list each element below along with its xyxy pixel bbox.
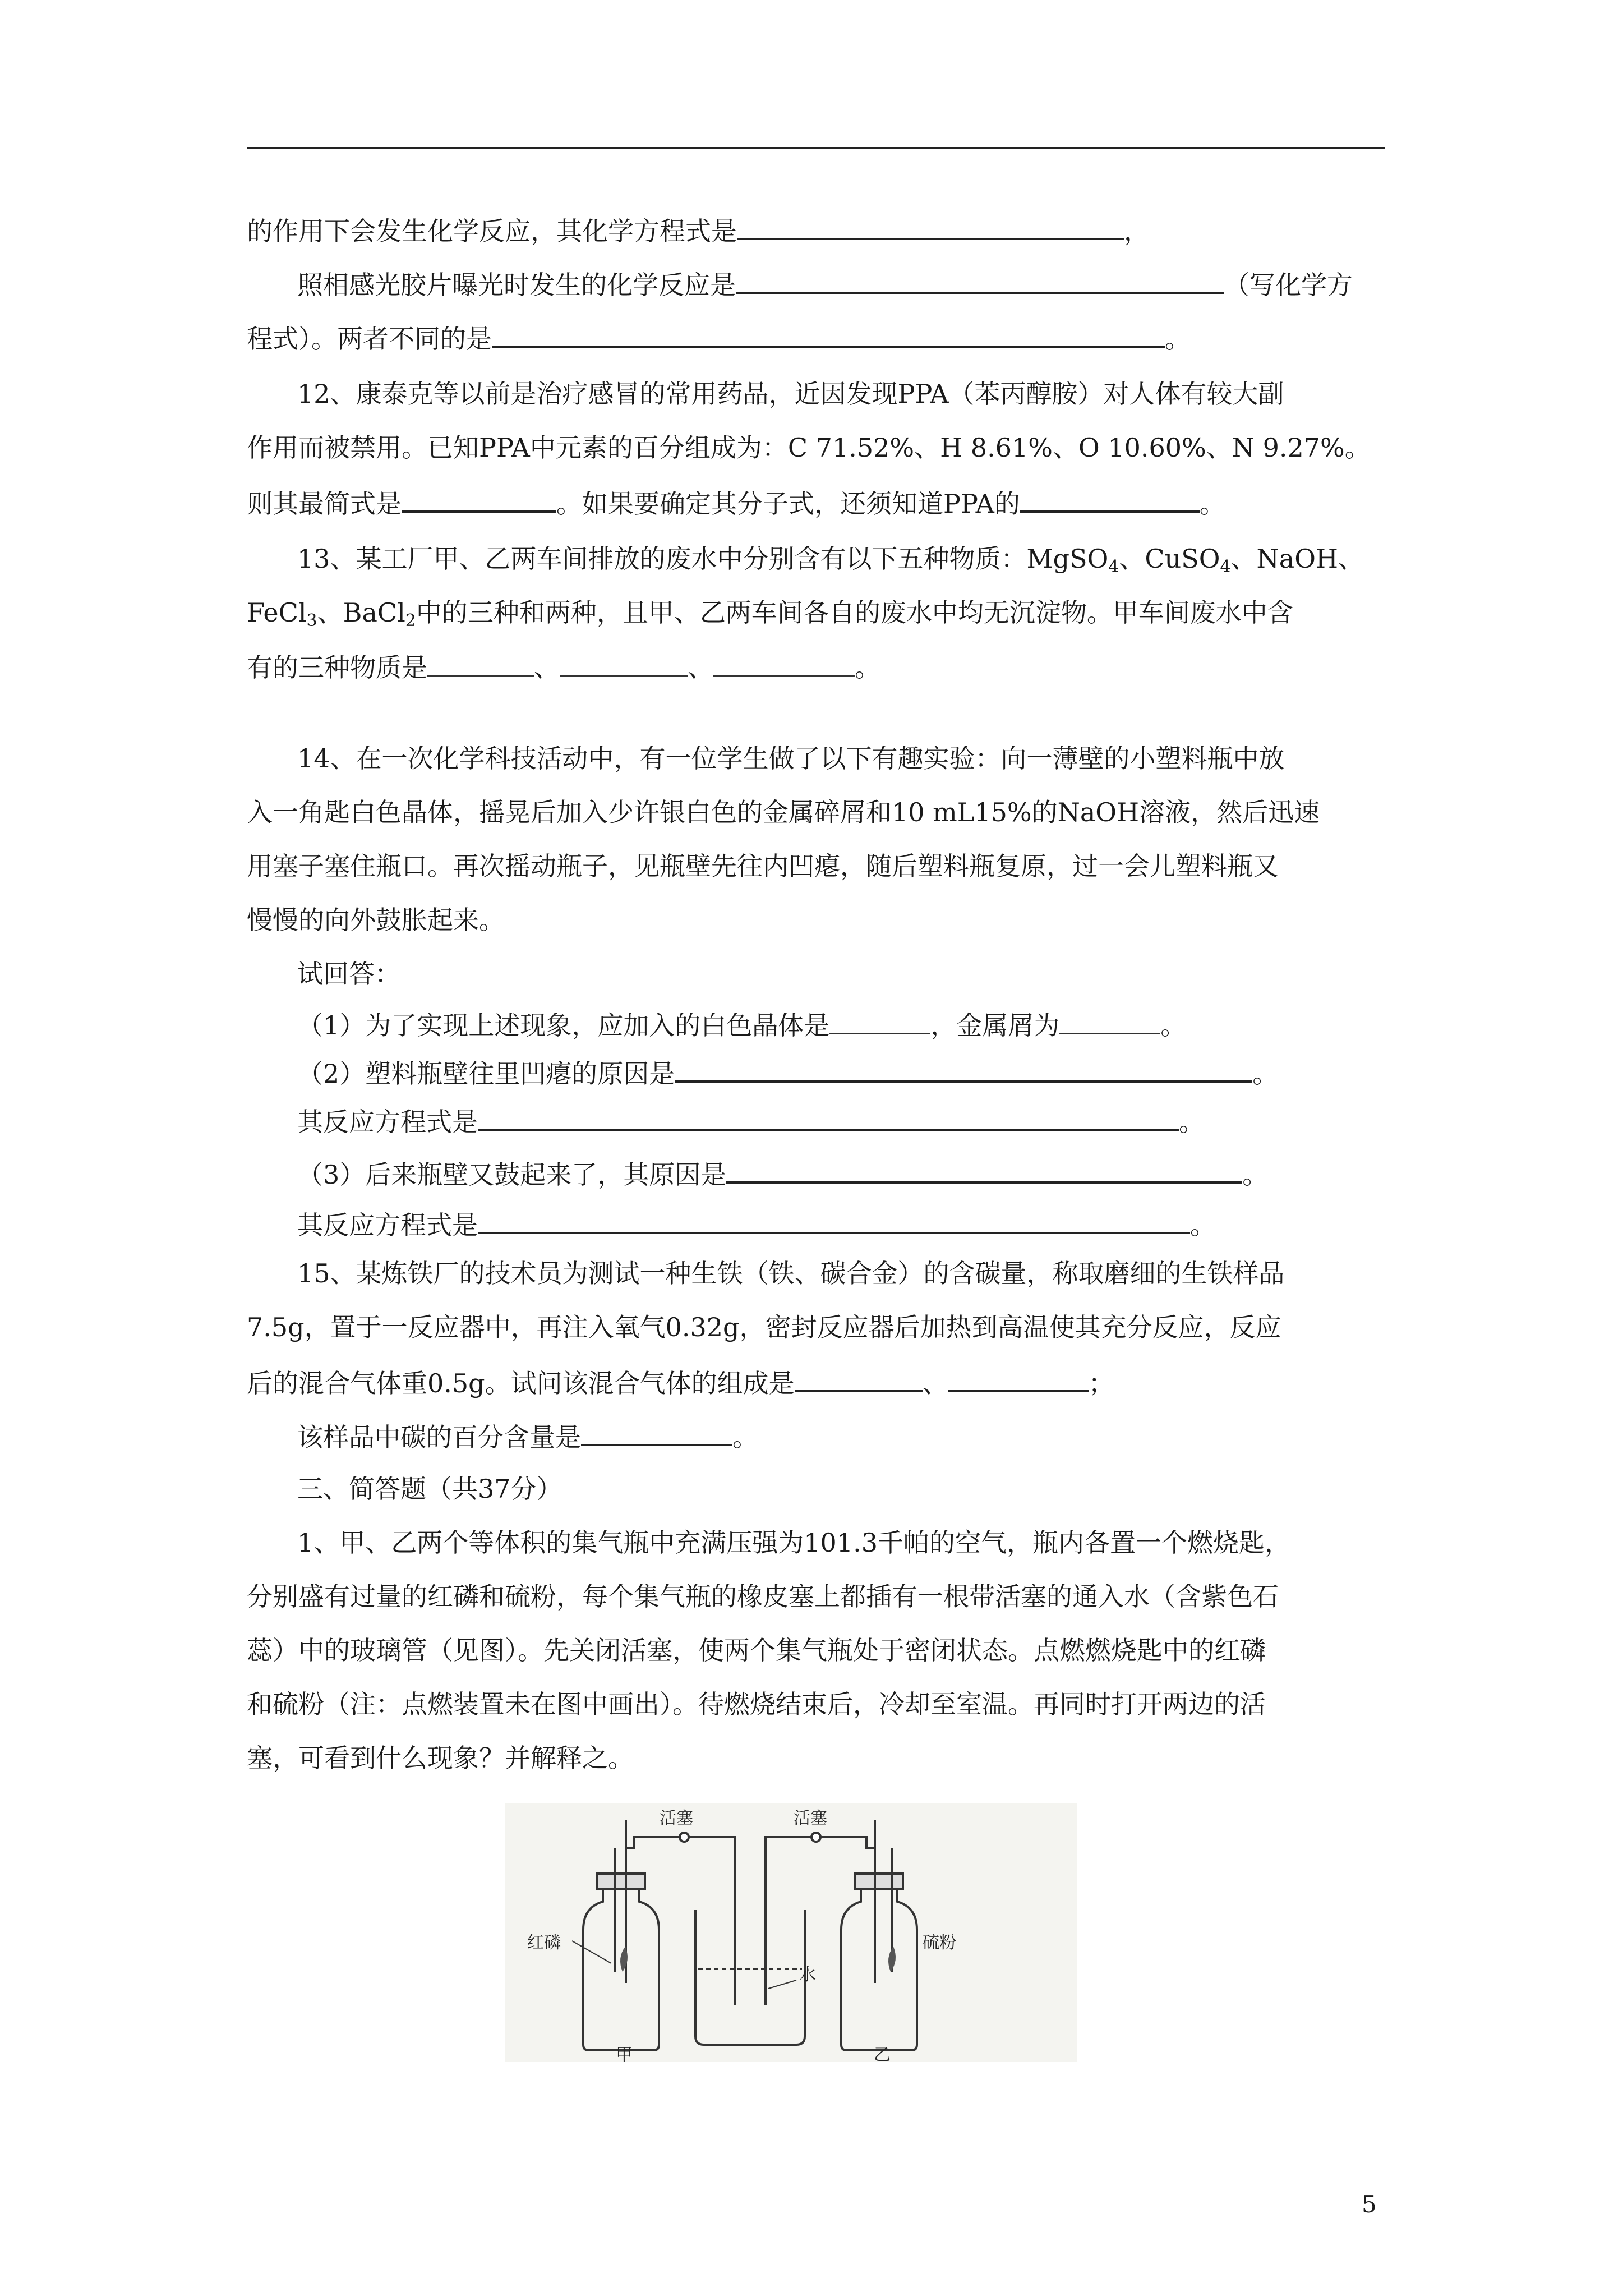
question-12-line <box>247 431 1371 464</box>
text: 三、简答题（共37分） <box>297 1474 562 1504</box>
answer-blank[interactable] <box>478 1103 1179 1131</box>
text: 入一角匙白色晶体，摇晃后加入少许银白色的金属碎屑和10 mL15%的NaOH溶液，然后迅速 <box>247 797 1320 827</box>
text: （3）后来瓶壁又鼓起来了，其原因是 <box>297 1159 727 1190</box>
answer-blank[interactable] <box>478 1206 1190 1234</box>
text: 。如果要确定其分子式，还须知道PPA的 <box>556 489 1020 519</box>
text: 分别盛有过量的红磷和硫粉，每个集气瓶的橡皮塞上都插有一根带活塞的通入水（含紫色石 <box>247 1581 1279 1612</box>
text: 蕊）中的玻璃管（见图）。先关闭活塞，使两个集气瓶处于密闭状态。点燃燃烧匙中的红磷 <box>247 1635 1266 1665</box>
question-12-line <box>297 377 1284 411</box>
text: 。 <box>1199 489 1225 519</box>
text: 、 <box>922 1368 948 1398</box>
question-15-line <box>247 1310 1281 1344</box>
subscript: 3 <box>306 611 317 631</box>
text: 13、某工厂甲、乙两车间排放的废水中分别含有以下五种物质：MgSO <box>297 544 1109 574</box>
bottle-jia-label: 甲 <box>616 2045 633 2062</box>
text-line <box>297 266 1353 302</box>
answer-blank[interactable] <box>726 1156 1242 1184</box>
text: 。 <box>1179 1107 1205 1137</box>
subscript: 4 <box>1220 557 1231 577</box>
question-14-part-3-equation <box>297 1206 1216 1242</box>
page-number: 5 <box>1362 2191 1377 2218</box>
answer-blank[interactable] <box>1020 485 1200 513</box>
text: 7.5g，置于一反应器中，再注入氧气0.32g，密封反应器后加热到高温使其充分反应，反应 <box>247 1312 1281 1342</box>
text: （写化学方 <box>1224 270 1353 300</box>
question-13-line <box>297 542 1364 576</box>
text: 中的三种和两种，且甲、乙两车间各自的废水中均无沉淀物。甲车间废水中含 <box>416 597 1293 628</box>
text: ； <box>1088 1368 1114 1398</box>
answer-blank[interactable] <box>795 1364 923 1392</box>
text: 、 <box>688 652 713 683</box>
text: 15、某炼铁厂的技术员为测试一种生铁（铁、碳合金）的含碳量，称取磨细的生铁样品 <box>297 1258 1285 1289</box>
answer-blank[interactable] <box>427 650 534 677</box>
text: 的作用下会发生化学反应，其化学方程式是 <box>247 216 737 246</box>
answer-blank[interactable] <box>829 1007 930 1034</box>
red-phosphorus-label: 红磷 <box>527 1933 561 1953</box>
apparatus-diagram <box>505 1803 1077 2062</box>
bottle-yi-label: 乙 <box>874 2045 891 2062</box>
question-14-line <box>247 795 1320 829</box>
header-rule <box>247 147 1385 149</box>
text: 程式）。两者不同的是 <box>247 324 492 354</box>
answer-blank[interactable] <box>675 1055 1252 1083</box>
sulfur-label: 硫粉 <box>923 1933 956 1953</box>
question-14-part-1 <box>297 1007 1186 1042</box>
question-14-part-2-equation <box>297 1103 1205 1139</box>
answer-blank[interactable] <box>581 1418 732 1446</box>
question-14-prompt <box>297 957 400 991</box>
text: 和硫粉（注：点燃装置未在图中画出）。待燃烧结束后，冷却至室温。再同时打开两边的活 <box>247 1689 1266 1719</box>
answer-blank[interactable] <box>736 266 1224 294</box>
answer-blank[interactable] <box>560 650 688 677</box>
question-12-line <box>247 485 1225 521</box>
text: 、CuSO <box>1119 544 1220 574</box>
text: 12、康泰克等以前是治疗感冒的常用药品，近因发现PPA（苯丙醇胺）对人体有较大副 <box>297 379 1284 409</box>
text: ， <box>1124 216 1150 246</box>
question-14-line <box>247 849 1279 883</box>
text: 其反应方程式是 <box>297 1107 478 1137</box>
text: 。 <box>732 1422 758 1452</box>
answer-blank[interactable] <box>713 650 855 677</box>
answer-blank[interactable] <box>737 212 1124 240</box>
text: 有的三种物质是 <box>247 652 427 683</box>
text: 。 <box>1190 1210 1216 1240</box>
right-valve-label: 活塞 <box>794 1809 827 1828</box>
text: （2）塑料瓶壁往里凹瘪的原因是 <box>297 1059 675 1089</box>
text: 、NaOH、 <box>1230 544 1364 574</box>
text: 。 <box>855 652 880 683</box>
short-answer-1-line <box>247 1580 1279 1613</box>
section-heading <box>297 1472 562 1506</box>
answer-blank[interactable] <box>492 320 1165 348</box>
water-label: 水 <box>799 1965 816 1985</box>
text: FeCl <box>247 597 307 628</box>
text: （1）为了实现上述现象，应加入的白色晶体是 <box>297 1010 830 1041</box>
text: 1、甲、乙两个等体积的集气瓶中充满压强为101.3千帕的空气，瓶内各置一个燃烧匙， <box>297 1527 1290 1558</box>
text: 用塞子塞住瓶口。再次摇动瓶子，见瓶壁先往内凹瘪，随后塑料瓶复原，过一会儿塑料瓶又 <box>247 851 1279 881</box>
answer-blank[interactable] <box>402 485 556 513</box>
text: 。 <box>1252 1059 1279 1089</box>
text: 试回答： <box>297 959 400 989</box>
left-stopper <box>597 1874 645 1889</box>
figure-background <box>505 1803 1077 2062</box>
question-15-line <box>297 1257 1285 1290</box>
right-stopper <box>855 1874 903 1889</box>
text: 14、在一次化学科技活动中，有一位学生做了以下有趣实验：向一薄壁的小塑料瓶中放 <box>297 743 1285 774</box>
short-answer-1-line <box>247 1741 634 1775</box>
text: 照相感光胶片曝光时发生的化学反应是 <box>297 270 736 300</box>
question-14-part-3 <box>297 1156 1268 1191</box>
left-valve <box>680 1833 689 1842</box>
subscript: 4 <box>1108 557 1119 577</box>
question-13-line <box>247 596 1293 629</box>
answer-blank[interactable] <box>1059 1007 1160 1034</box>
short-answer-1-line <box>297 1526 1290 1559</box>
question-15-line <box>247 1364 1114 1400</box>
text: 后的混合气体重0.5g。试问该混合气体的组成是 <box>247 1368 795 1398</box>
apparatus-figure <box>505 1803 1077 2062</box>
text: 则其最简式是 <box>247 489 402 519</box>
text: 慢慢的向外鼓胀起来。 <box>247 905 505 935</box>
text: 、BaCl <box>317 597 405 628</box>
text-line <box>247 212 1150 248</box>
left-valve-label: 活塞 <box>660 1809 693 1828</box>
question-14-part-2 <box>297 1055 1278 1091</box>
question-14-line <box>297 742 1285 775</box>
text: 其反应方程式是 <box>297 1210 478 1240</box>
text: 作用而被禁用。已知PPA中元素的百分组成为：C 71.52%、H 8.61%、O 10.60%、N 9.27%。 <box>247 432 1371 463</box>
answer-blank[interactable] <box>948 1364 1089 1392</box>
text: 。 <box>1165 324 1191 354</box>
text: ，金属屑为 <box>930 1010 1060 1041</box>
text: 。 <box>1160 1010 1187 1041</box>
right-valve <box>811 1833 820 1842</box>
text: 塞，可看到什么现象？并解释之。 <box>247 1743 634 1773</box>
text: 该样品中碳的百分含量是 <box>297 1422 581 1452</box>
text: 、 <box>534 652 560 683</box>
question-13-line <box>247 650 880 684</box>
subscript: 2 <box>405 611 416 631</box>
question-15-line <box>297 1418 758 1454</box>
short-answer-1-line <box>247 1687 1266 1721</box>
text: 。 <box>1242 1159 1269 1190</box>
text-line <box>247 320 1191 356</box>
question-14-line <box>247 903 505 937</box>
short-answer-1-line <box>247 1634 1266 1667</box>
